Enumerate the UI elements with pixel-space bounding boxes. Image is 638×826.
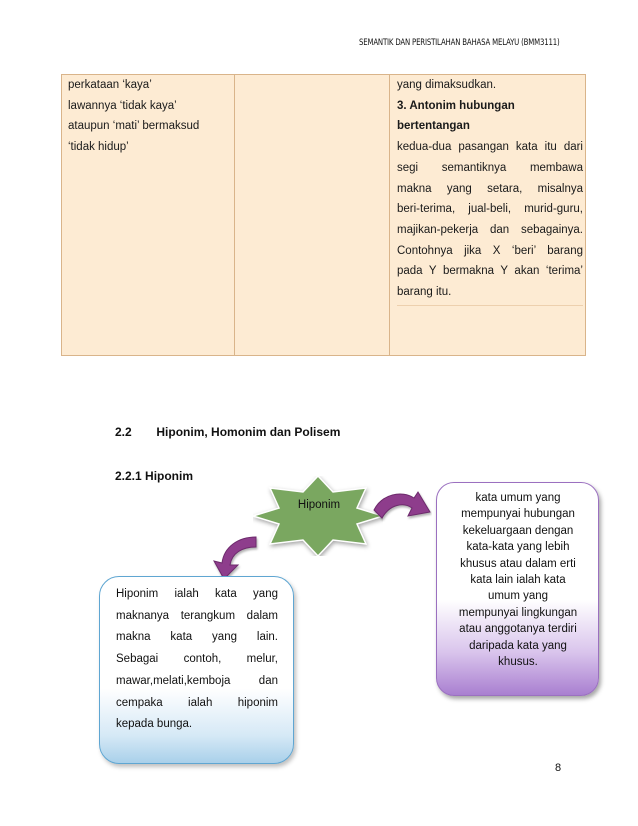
table-cell-line: perkataan ‘kaya’ [68,79,152,91]
table-cell-line: barang itu. [397,286,452,299]
running-header: SEMANTIK DAN PERISTILAHAN BAHASA MELAYU (BMM3111) [359,38,560,48]
antonym-table [61,74,586,356]
table-cell-line: kedua-dua pasangan kata itu dari [397,141,583,154]
table-column-3 [397,75,583,306]
text-line: kepada bunga. [116,718,193,731]
star-shape [253,476,383,556]
table-divider [389,75,390,355]
table-cell-line: beri-terima, jual-beli, murid-guru, [397,203,583,216]
table-column-1 [68,75,228,158]
text-line: maknanya terangkum dalam [116,609,278,622]
text-line: kata-kata yang lebih [466,541,570,554]
text-line: kekeluargaan dengan [462,524,574,537]
definition-text-left [116,584,278,736]
text-line: umum yang [487,590,549,603]
antonym-heading: 3. Antonim hubungan [397,99,515,112]
section-title: Hiponim, Homonim dan Polisem [156,425,341,439]
definition-text-right [447,490,589,670]
text-line: kata lain ialah kata [470,574,566,587]
text-line: khusus. [498,656,538,669]
text-line: Hiponim ialah kata yang [116,588,278,600]
table-cell-line: makna yang setara, misalnya [397,182,583,195]
table-cell-line: lawannya ‘tidak kaya’ [68,99,177,112]
text-line: Sebagai contoh, melur, [116,653,278,666]
table-cell-line: Contohnya jika X ‘beri’ barang [397,244,583,257]
text-line: mawar,melati,kemboja dan [116,674,278,687]
antonym-heading: bertentangan [397,120,470,133]
table-divider [234,75,235,355]
table-cell-line: ‘tidak hidup’ [68,141,129,154]
section-number: 2.2 [115,425,132,439]
text-line: daripada kata yang [469,639,567,652]
text-line: cempaka ialah hiponim [116,696,278,709]
text-line: makna kata yang lain. [116,631,278,644]
curved-arrow-icon [208,533,260,581]
text-line: kata umum yang [475,492,561,504]
row-rule [397,305,583,306]
star-label: Hiponim [297,499,341,511]
text-line: atau anggotanya terdiri [459,623,577,636]
table-cell-line: majikan-pekerja dan sebagainya. [397,223,583,236]
curved-arrow-icon [372,488,432,522]
section-heading-2-2-1: 2.2.1 Hiponim [115,469,194,483]
page-number: 8 [555,762,562,774]
text-line: mempunyai lingkungan [458,606,578,619]
table-cell-line: pada Y bermakna Y akan ‘terima’ [397,265,583,278]
text-line: khusus atau dalam erti [460,557,576,570]
section-heading-2-2 [115,425,340,439]
table-cell-line: yang dimaksudkan. [397,79,497,91]
text-line: mempunyai hubungan [461,508,575,521]
table-cell-line: segi semantiknya membawa [397,161,583,174]
arrow-path [374,492,430,518]
table-cell-line: ataupun ‘mati’ bermaksud [68,120,200,133]
star-polygon [253,476,383,556]
arrow-path [214,537,256,579]
